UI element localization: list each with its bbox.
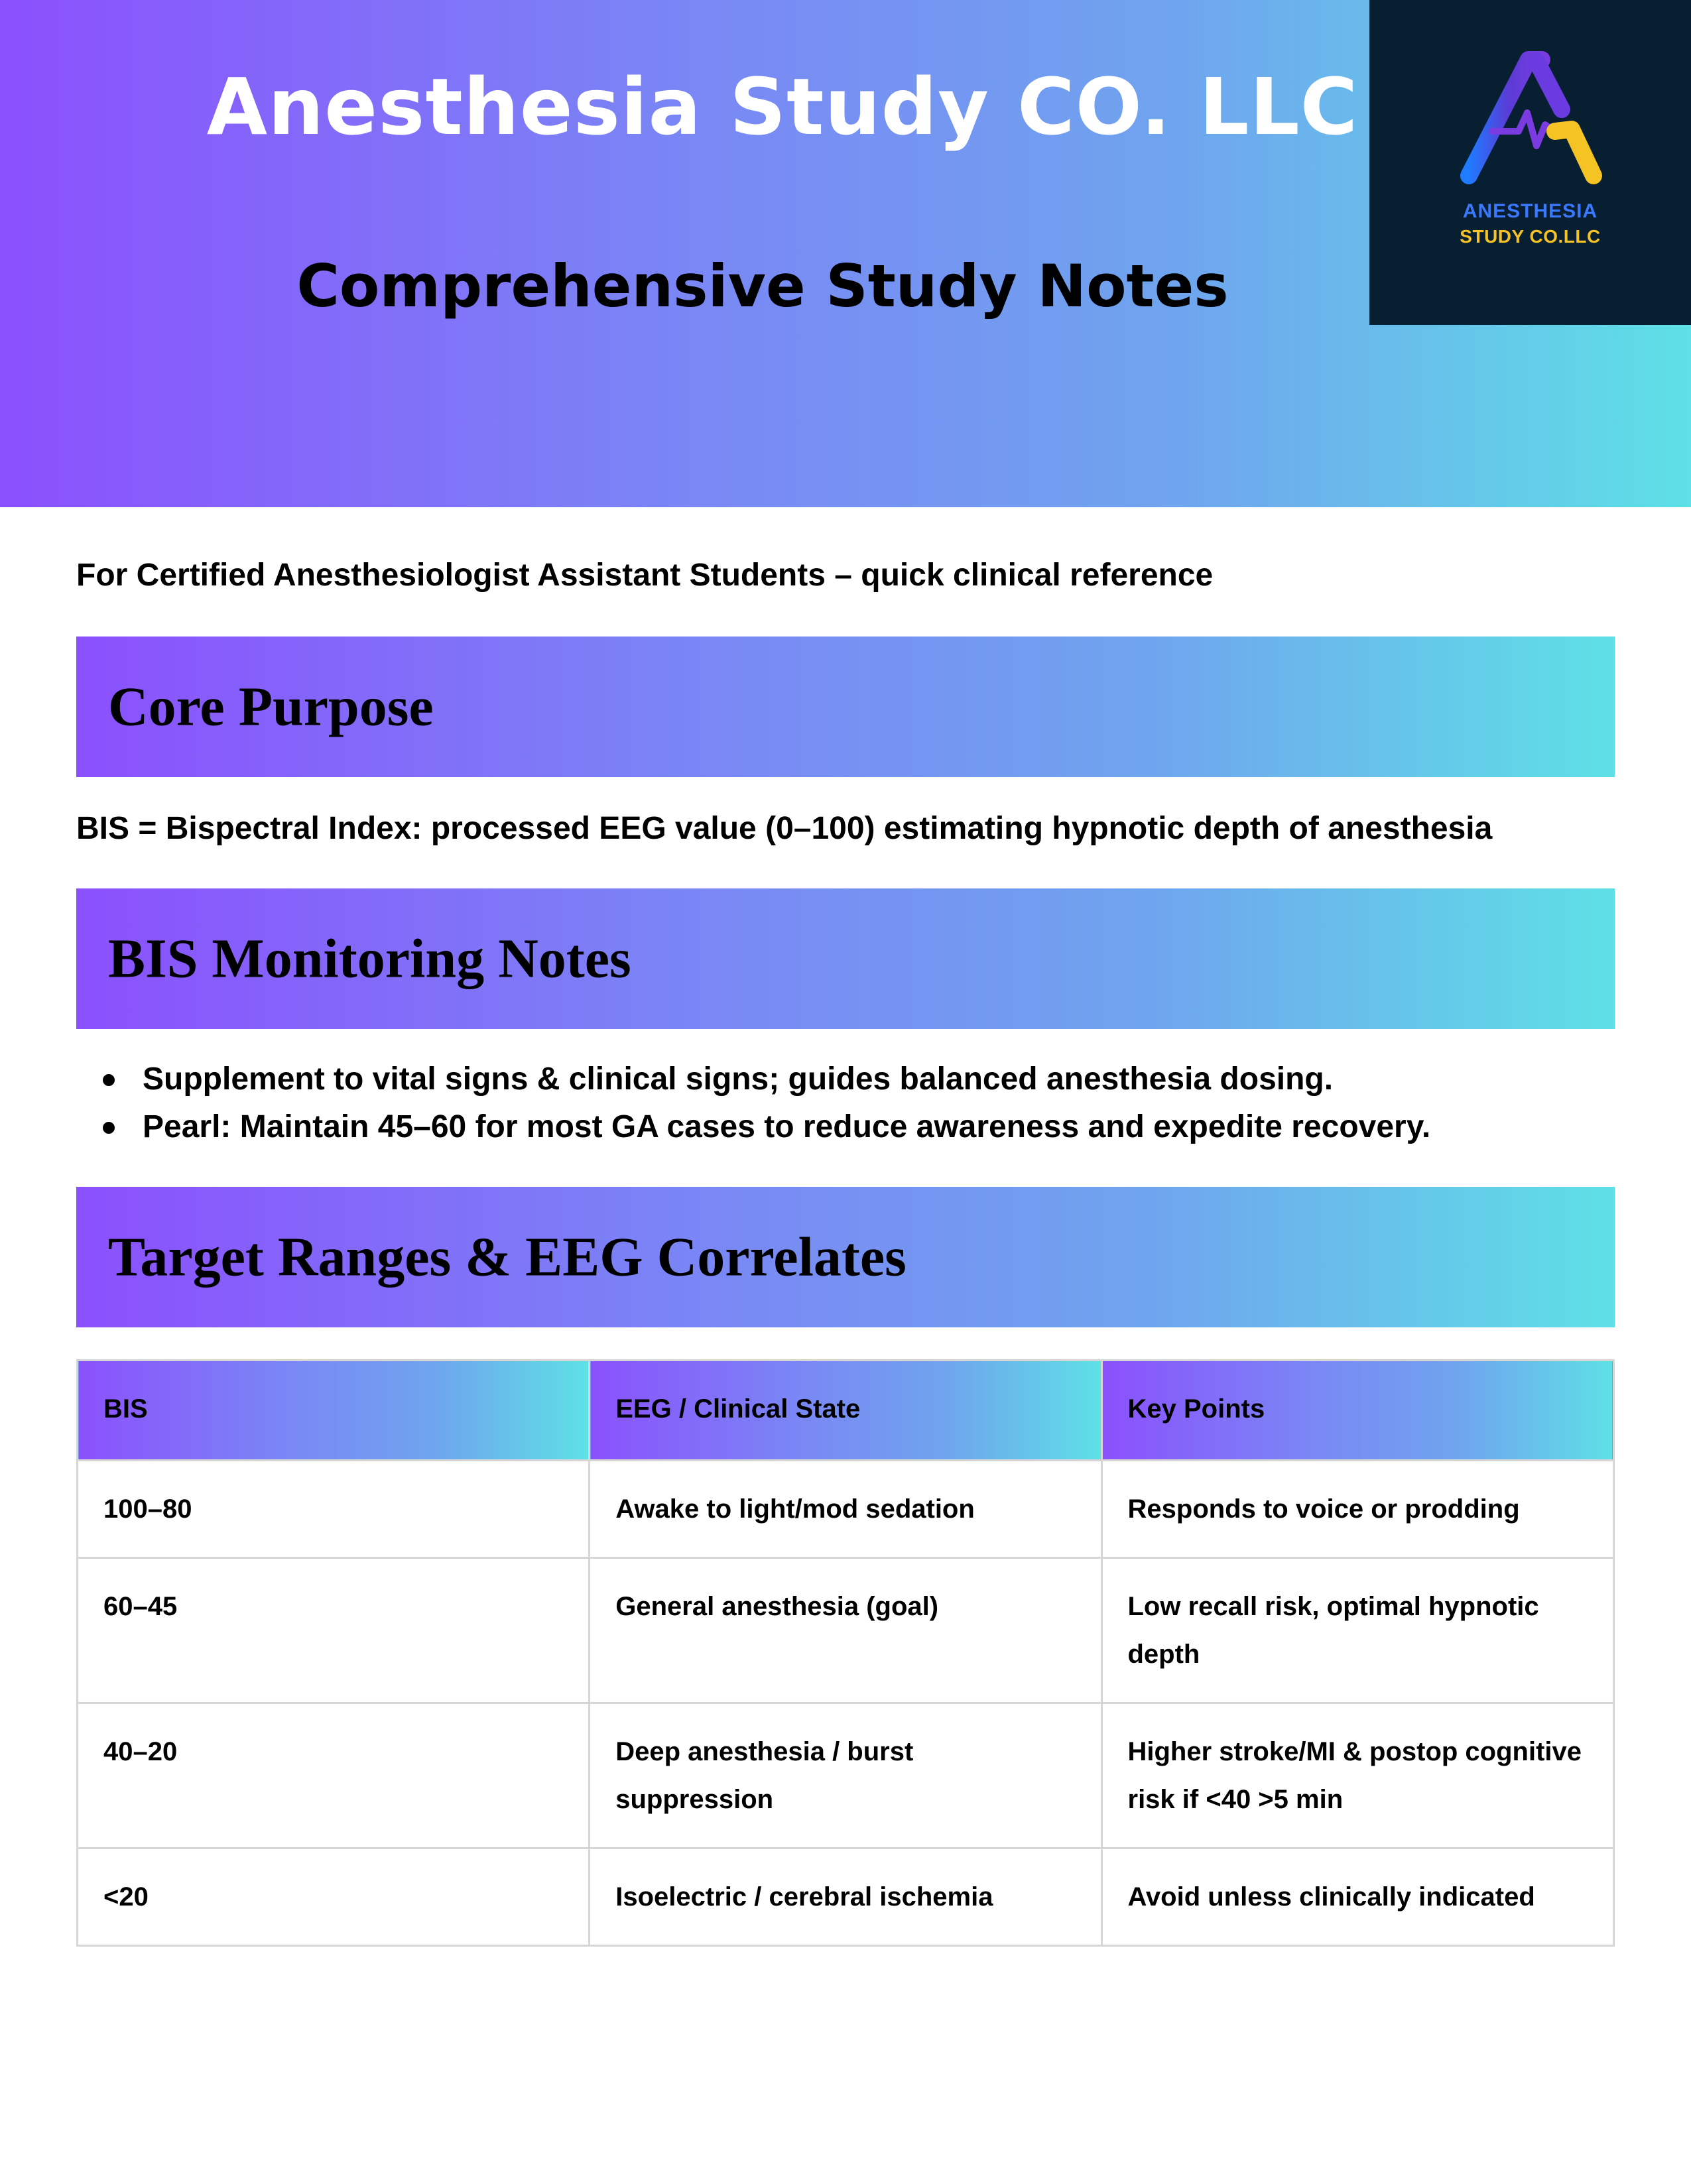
table-cell: General anesthesia (goal) (590, 1558, 1101, 1703)
list-item-text: Supplement to vital signs & clinical signs; guides balanced anesthesia dosing. (143, 1062, 1334, 1097)
brand-title: Anesthesia Study CO. LLC (206, 61, 1359, 152)
table-row (78, 1558, 1614, 1703)
section-core-purpose (76, 637, 1615, 777)
table-cell: Isoelectric / cerebral ischemia (590, 1849, 1101, 1946)
logo-text-line2: STUDY CO.LLC (1460, 226, 1601, 247)
list-item (76, 1056, 1430, 1103)
document-title: Comprehensive Study Notes (296, 252, 1229, 320)
letter-a-heartbeat-logo-icon (1456, 46, 1608, 186)
bullet-icon (103, 1122, 115, 1134)
section-title: Target Ranges & EEG Correlates (108, 1226, 907, 1288)
column-header-bis: BIS (78, 1361, 590, 1461)
table-cell: Avoid unless clinically indicated (1101, 1849, 1614, 1946)
list-item-text: Pearl: Maintain 45–60 for most GA cases to reduce awareness and expedite recovery. (143, 1109, 1431, 1144)
bis-notes-list (76, 1056, 1430, 1151)
table-row (78, 1461, 1614, 1558)
list-item (76, 1103, 1430, 1151)
section-bis-monitoring-notes (76, 888, 1615, 1029)
intro-text: For Certified Anesthesiologist Assistant Students – quick clinical reference (76, 558, 1214, 593)
table-cell: Deep anesthesia / burst suppression (590, 1703, 1101, 1849)
section-target-ranges (76, 1187, 1615, 1327)
column-header-eeg-state: EEG / Clinical State (590, 1361, 1101, 1461)
table-row (78, 1849, 1614, 1946)
core-purpose-text: BIS = Bispectral Index: processed EEG value (0–100) estimating hypnotic depth of anesthesia (76, 811, 1493, 846)
company-logo (1369, 0, 1691, 325)
table-cell: 40–20 (78, 1703, 590, 1849)
bullet-icon (103, 1074, 115, 1086)
logo-text-line1: ANESTHESIA (1462, 200, 1598, 222)
section-title: BIS Monitoring Notes (108, 928, 631, 990)
table-cell: <20 (78, 1849, 590, 1946)
target-ranges-table (76, 1359, 1615, 1947)
table-row (78, 1703, 1614, 1849)
table-cell: Responds to voice or prodding (1101, 1461, 1614, 1558)
table-cell: Awake to light/mod sedation (590, 1461, 1101, 1558)
table-cell: Low recall risk, optimal hypnotic depth (1101, 1558, 1614, 1703)
table-header-row (78, 1361, 1614, 1461)
column-header-key-points: Key Points (1101, 1361, 1614, 1461)
table-cell: 60–45 (78, 1558, 590, 1703)
section-title: Core Purpose (108, 676, 434, 738)
table-cell: Higher stroke/MI & postop cognitive risk if <40 >5 min (1101, 1703, 1614, 1849)
table-cell: 100–80 (78, 1461, 590, 1558)
